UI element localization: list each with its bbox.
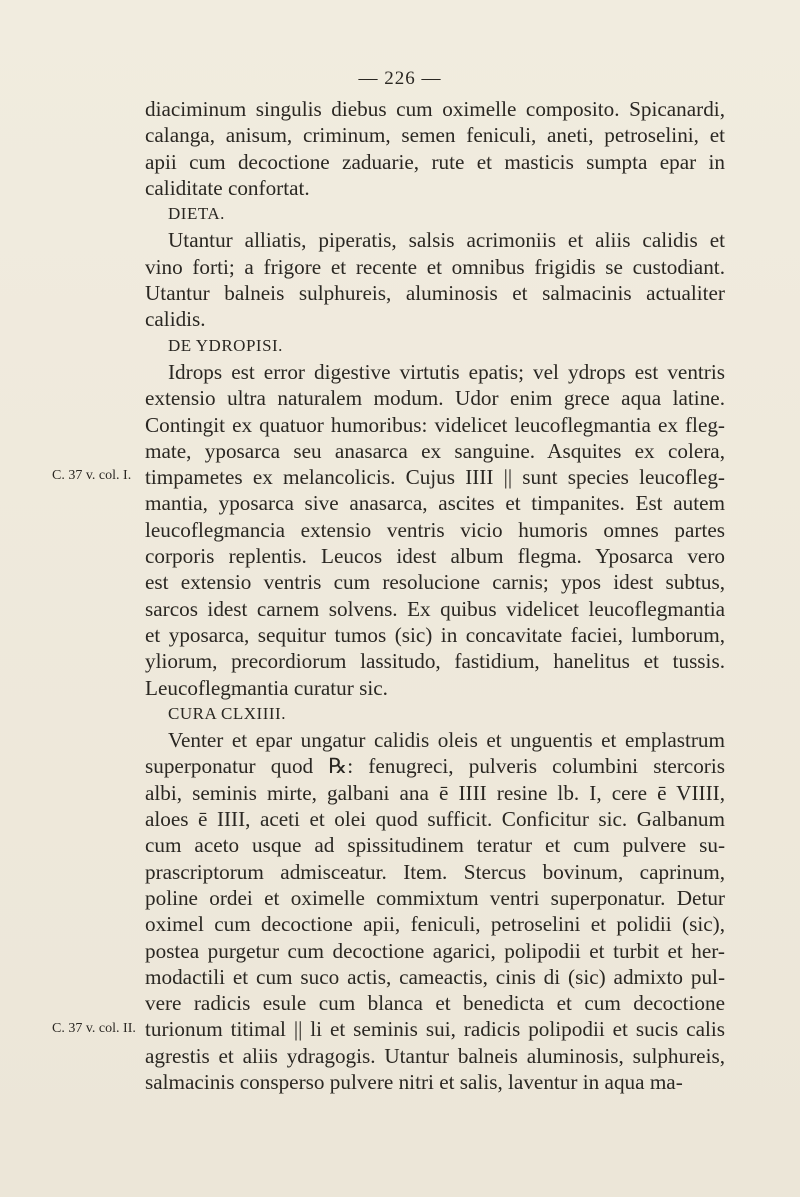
text-line: caliditate confortat. bbox=[145, 175, 310, 200]
text-line: extensio ultra naturalem modum. Udor enim grece aqua latine. bbox=[145, 386, 725, 411]
text-line: apii cum decoctione zaduarie, rute et masticis sumpta epar in bbox=[145, 149, 725, 174]
text-line: timpametes ex melancolicis. Cujus IIII || sunt species leucofleg- bbox=[145, 465, 725, 490]
text-line: albi, seminis mirte, galbani ana ē IIII resine lb. I, cere ē VIIII, bbox=[145, 780, 725, 805]
text-line: sarcos idest carnem solvens. Ex quibus videlicet leucoflegmantia bbox=[145, 596, 725, 621]
text-line: diaciminum singulis diebus cum oximelle composito. Spicanardi, bbox=[145, 97, 725, 121]
text-line: vino forti; a frigore et recente et omnibus frigidis se custodiant. bbox=[145, 254, 725, 279]
text-line: vere radicis esule cum blanca et benedicta et cum decoctione bbox=[145, 991, 725, 1016]
text-line: et yposarca, sequitur tumos (sic) in concavitate faciei, lumborum, bbox=[145, 622, 725, 647]
section-heading: DE YDROPISI. bbox=[168, 335, 283, 355]
text-line: modactili et cum suco actis, cameactis, cinis di (sic) admixto pul- bbox=[145, 964, 725, 989]
text-line: yliorum, precordiorum lassitudo, fastidium, hanelitus et tussis. bbox=[145, 649, 725, 674]
text-line: postea purgetur cum decoctione agarici, polipodii et turbit et her- bbox=[145, 938, 725, 963]
text-line: leucoflegmancia extensio ventris vicio humoris omnes partes bbox=[145, 517, 725, 542]
text-line: mate, yposarca seu anasarca ex sanguine. Asquites ex colera, bbox=[145, 438, 725, 463]
text-line: prascriptorum admisceatur. Item. Stercus bovinum, caprinum, bbox=[145, 859, 725, 884]
text-line: cum aceto usque ad spissitudinem teratur et cum pulvere su- bbox=[145, 833, 725, 858]
text-line: Idrops est error digestive virtutis epatis; vel ydrops est ventris bbox=[168, 359, 725, 384]
text-line: Leucoflegmantia curatur sic. bbox=[145, 675, 388, 700]
text-line: salmacinis consperso pulvere nitri et salis, laventur in aqua ma- bbox=[145, 1069, 683, 1094]
text-line: oximel cum decoctione apii, feniculi, petroselini et polidii (sic), bbox=[145, 912, 725, 937]
text-line: corporis replentis. Leucos idest album flegma. Yposarca vero bbox=[145, 544, 725, 569]
section-heading: DIETA. bbox=[168, 204, 225, 224]
text-line: calidis. bbox=[145, 307, 206, 332]
text-body bbox=[145, 96, 725, 1095]
margin-note: C. 37 v. col. I. bbox=[52, 468, 132, 484]
text-line: mantia, yposarca sive anasarca, ascites et timpanites. Est autem bbox=[145, 491, 725, 516]
text-line: aloes ē IIII, aceti et olei quod sufficit. Conficitur sic. Galbanum bbox=[145, 807, 725, 832]
text-line: Utantur balneis sulphureis, aluminosis et salmacinis actualiter bbox=[145, 281, 725, 306]
text-line: est extensio ventris cum resolucione carnis; ypos idest subtus, bbox=[145, 570, 725, 595]
page-number: — 226 — bbox=[358, 68, 442, 89]
text-line: superponatur quod ℞: fenugreci, pulveris columbini stercoris bbox=[145, 754, 725, 779]
section-heading: CURA CLXIIII. bbox=[168, 703, 286, 723]
margin-note: C. 37 v. col. II. bbox=[52, 1020, 136, 1036]
text-line: agrestis et aliis ydragogis. Utantur balneis aluminosis, sulphureis, bbox=[145, 1043, 725, 1068]
text-line: Contingit ex quatuor humoribus: videlicet leucoflegmantia ex fleg- bbox=[145, 412, 725, 437]
text-line: poline ordei et oximelle commixtum ventri superponatur. Detur bbox=[145, 885, 725, 910]
text-line: Utantur alliatis, piperatis, salsis acrimoniis et aliis calidis et bbox=[168, 228, 725, 253]
text-line: turionum titimal || li et seminis sui, radicis polipodii et sucis calis bbox=[145, 1017, 725, 1042]
text-line: Venter et epar ungatur calidis oleis et unguentis et emplastrum bbox=[168, 728, 725, 753]
text-line: calanga, anisum, criminum, semen feniculi, aneti, petroselini, et bbox=[145, 123, 725, 148]
